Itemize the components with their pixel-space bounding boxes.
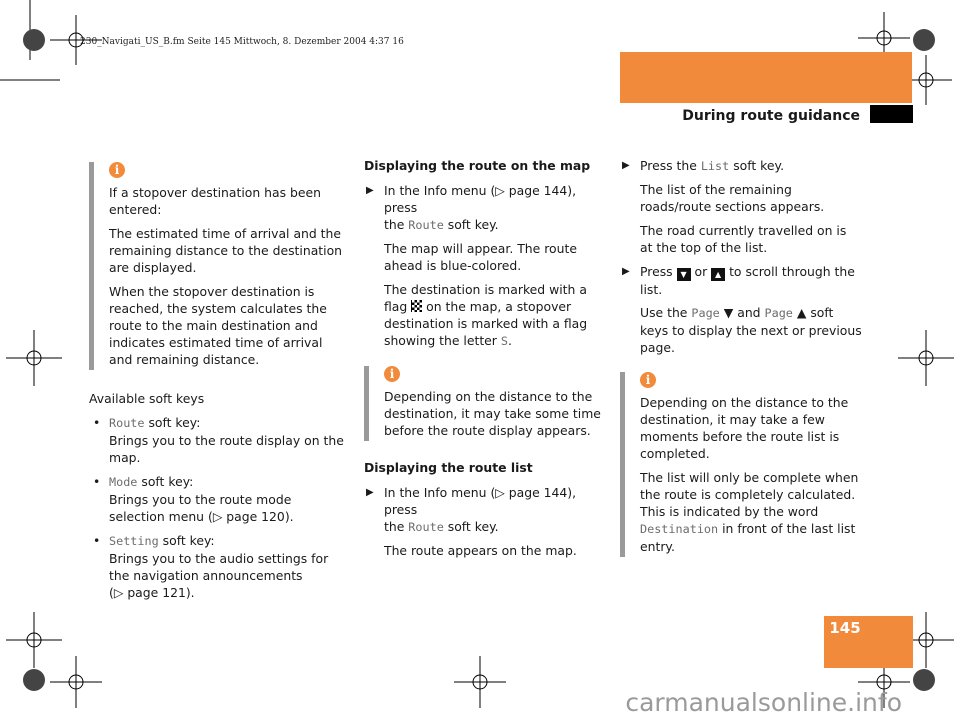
body-text: The map will appear. The route ahead is blue-colored.: [384, 241, 577, 273]
note-text: Depending on the distance to the destination, it may take some time before the route display appears.: [384, 389, 601, 438]
triangle-up-icon: ▲: [796, 305, 807, 320]
note-text: The list will only be complete when the route is completely calculated. This is indicated by the word: [640, 470, 859, 519]
list-item: • Mode soft key: Brings you to the route mode selection menu (▷ page 120).: [93, 474, 294, 524]
arrow-up-key-icon: ▲: [711, 268, 725, 281]
checkered-flag-icon: [411, 300, 422, 312]
starburst-mark: [913, 669, 935, 691]
triangle-down-icon: ▼: [723, 305, 734, 320]
softkey-desc: Brings you to the route mode selection menu (: [109, 492, 292, 524]
body-text: and: [733, 305, 765, 320]
page-ref-arrow-icon: ▷: [212, 509, 227, 524]
step-text: Press: [640, 264, 677, 279]
softkeys-title: Available soft keys: [89, 391, 205, 406]
step-arrow-icon: ▶: [366, 185, 374, 196]
softkey-suffix: soft key:: [137, 474, 194, 489]
instruction-step: [364, 182, 604, 350]
print-file-line: 230_Navigati_US_B.fm Seite 145 Mittwoch, 8. Dezember 2004 4:37 16: [80, 37, 404, 47]
starburst-mark: [23, 29, 45, 51]
body-text: on the map, a stopover destination is marked with a flag showing the letter: [384, 299, 588, 348]
step-arrow-icon: ▶: [622, 266, 630, 277]
info-icon: i: [640, 372, 656, 388]
step-text: or: [690, 264, 712, 279]
page-ref: page 121).: [127, 585, 195, 600]
step-text: soft key.: [443, 519, 499, 534]
info-icon: i: [384, 366, 400, 382]
body-text: soft keys to display the next or previous page.: [640, 305, 862, 355]
heading-route-map: Displaying the route on the map: [364, 158, 591, 173]
page-ref-arrow-icon: ▷: [495, 485, 509, 500]
note-text: in front of the last list entry.: [640, 521, 856, 554]
note-text: If a stopover destination has been entered:: [109, 185, 321, 217]
step-text: soft key.: [729, 158, 785, 173]
starburst-mark: [913, 29, 935, 51]
body-text: .: [507, 333, 512, 348]
section-title: Navigation: [768, 80, 860, 98]
list-item: • Setting soft key: Brings you to the audio settings for the navigation announcements (▷ page 121).: [89, 532, 349, 601]
step-text: In the Info menu (: [384, 183, 496, 198]
subsection-title: During route guidance: [682, 108, 860, 124]
note-text: The estimated time of arrival and the remaining distance to the destination are displayed.: [109, 226, 343, 275]
page-number: 145: [829, 619, 861, 637]
step-text: In the Info menu (: [384, 485, 496, 500]
body-text: Use the: [640, 305, 692, 320]
softkey-label: List: [700, 159, 730, 173]
info-note: [620, 372, 862, 557]
note-text: When the stopover destination is reached, the system calculates the route to the main destination and indicates estimated time of arrival and remaining distance.: [109, 284, 327, 367]
softkey-label: Page: [691, 306, 720, 320]
info-note: [89, 162, 349, 370]
section-marker-bar: [870, 105, 913, 123]
body-text: The destination is marked with a flag: [384, 282, 587, 314]
instruction-step: [364, 484, 604, 559]
column-2: [364, 157, 604, 566]
info-note: [364, 366, 604, 441]
softkey-suffix: soft key:: [144, 415, 201, 430]
softkey-label: Page: [764, 306, 793, 320]
watermark: carmanualsonline.info: [625, 688, 902, 717]
softkey-label: Route: [408, 520, 444, 534]
column-3: [620, 157, 862, 557]
body-text: The list of the remaining roads/route sections appears.: [640, 182, 825, 214]
body-text: The road currently travelled on is at the top of the list.: [640, 223, 847, 255]
softkey-label: Destination: [640, 522, 719, 536]
page-ref: page 120).: [226, 509, 294, 524]
section-header-box: [620, 52, 912, 103]
page-ref: page 144), press: [384, 485, 577, 517]
step-text: Press the: [640, 158, 701, 173]
softkey-desc: Brings you to the audio settings for the navigation announcements: [109, 551, 329, 583]
page-ref-arrow-icon: ▷: [495, 183, 509, 198]
list-item: • Route soft key: Brings you to the route display on the map.: [89, 414, 349, 466]
flag-letter: S: [500, 334, 508, 348]
note-text: Depending on the distance to the destination, it may take a few moments before the route list is completed.: [640, 395, 849, 461]
step-arrow-icon: ▶: [622, 160, 630, 171]
step-text: the: [384, 217, 409, 232]
instruction-step: [620, 157, 862, 256]
step-text: to scroll through the list.: [640, 264, 855, 297]
softkey-desc: Brings you to the route display on the map.: [109, 433, 344, 465]
arrow-down-key-icon: ▼: [677, 268, 691, 281]
step-arrow-icon: ▶: [366, 487, 374, 498]
column-1: [89, 162, 349, 601]
page-ref: page 144), press: [384, 183, 577, 215]
page-ref-arrow-icon: ▷: [113, 585, 128, 600]
starburst-mark: [23, 669, 45, 691]
softkey-label: Route: [109, 416, 145, 430]
softkey-label: Route: [408, 218, 444, 232]
step-text: soft key.: [443, 217, 499, 232]
crosshair-mark: [6, 612, 102, 708]
step-text: the: [384, 519, 409, 534]
body-text: The route appears on the map.: [384, 543, 577, 558]
instruction-step: [620, 263, 862, 356]
heading-route-list: Displaying the route list: [364, 460, 533, 475]
softkey-suffix: soft key:: [158, 533, 215, 548]
softkey-label: Mode: [109, 475, 138, 489]
info-icon: i: [109, 162, 125, 178]
softkey-label: Setting: [109, 534, 159, 548]
